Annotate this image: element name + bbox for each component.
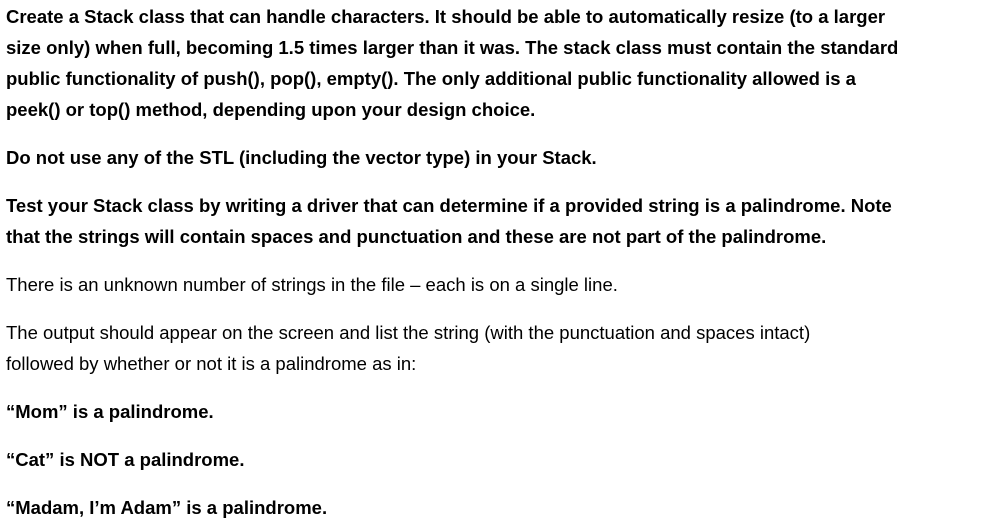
text-line: Test your Stack class by writing a driver that can determine if a provided string is a palindrome. Note bbox=[6, 195, 892, 216]
paragraph-no-stl bbox=[6, 142, 991, 173]
text-line: There is an unknown number of strings in the file – each is on a single line. bbox=[6, 274, 618, 295]
example-output-cat bbox=[6, 444, 991, 475]
text-line: size only) when full, becoming 1.5 times larger than it was. The stack class must contain the standard bbox=[6, 37, 899, 58]
text-line: “Madam, I’m Adam” is a palindrome. bbox=[6, 497, 328, 518]
example-output-mom bbox=[6, 396, 991, 427]
text-line: “Mom” is a palindrome. bbox=[6, 401, 214, 422]
text-line: that the strings will contain spaces and punctuation and these are not part of the palindrome. bbox=[6, 226, 827, 247]
document-body bbox=[6, 1, 991, 523]
text-line: peek() or top() method, depending upon your design choice. bbox=[6, 99, 536, 120]
text-line: public functionality of push(), pop(), empty(). The only additional public functionality allowed is a bbox=[6, 68, 856, 89]
text-line: followed by whether or not it is a palindrome as in: bbox=[6, 353, 417, 374]
paragraph-test-driver bbox=[6, 190, 991, 252]
example-output-madam bbox=[6, 492, 991, 523]
text-line: Create a Stack class that can handle characters. It should be able to automatically resize (to a larger bbox=[6, 6, 886, 27]
paragraph-input-file bbox=[6, 269, 991, 300]
paragraph-output-format bbox=[6, 317, 991, 379]
paragraph-stack-requirements bbox=[6, 1, 991, 125]
text-line: Do not use any of the STL (including the vector type) in your Stack. bbox=[6, 147, 597, 168]
text-line: “Cat” is NOT a palindrome. bbox=[6, 449, 245, 470]
text-line: The output should appear on the screen and list the string (with the punctuation and spaces intact) bbox=[6, 322, 811, 343]
